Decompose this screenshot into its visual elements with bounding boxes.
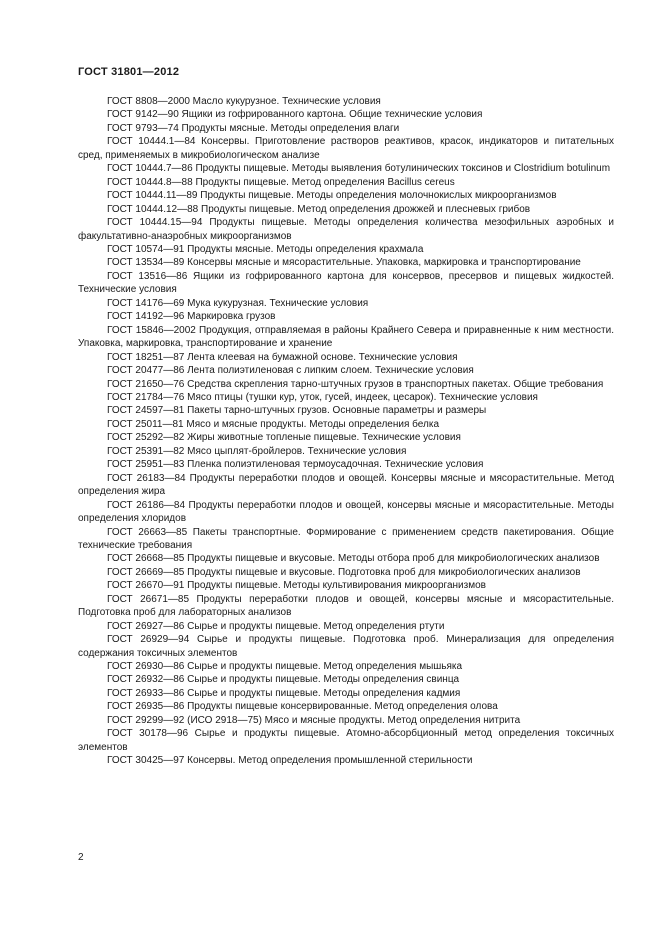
reference-item: ГОСТ 14176—69 Мука кукурузная. Технические условия [107,297,369,309]
reference-item: ГОСТ 29299—92 (ИСО 2918—75) Мясо и мясные продукты. Метод определения нитрита [107,714,521,726]
reference-item: ГОСТ 26663—85 Пакеты транспортные. Формирование с применением средств пакетирования. Общие технические требования [78,526,614,551]
reference-item: ГОСТ 21784—76 Мясо птицы (тушки кур, уток, гусей, индеек, цесарок). Технические условия [107,391,538,403]
reference-item: ГОСТ 20477—86 Лента полиэтиленовая с липким слоем. Технические условия [107,365,474,377]
reference-item: ГОСТ 10444.8—88 Продукты пищевые. Метод определения Bacillus cereus [107,176,455,188]
reference-item: ГОСТ 26668—85 Продукты пищевые и вкусовые. Методы отбора проб для микробиологических анализов [107,553,600,565]
reference-item: ГОСТ 26671—85 Продукты переработки плодов и овощей, консервы мясные и мясорастительные. Подготовка проб для лабораторных анализов [78,593,614,619]
reference-item: ГОСТ 25292—82 Жиры животные топленые пищевые. Технические условия [107,432,461,444]
reference-item: ГОСТ 10444.7—86 Продукты пищевые. Методы выявления ботулинических токсинов и Clostridium botulinum [107,163,611,175]
reference-item: ГОСТ 26186—84 Продукты переработки плодов и овощей, консервы мясные и мясорастительные. Методы определения хлоридов [78,499,614,525]
reference-item: ГОСТ 26670—91 Продукты пищевые. Методы культивирования микроорганизмов [107,580,486,592]
reference-item: ГОСТ 8808—2000 Масло кукурузное. Технические условия [107,96,381,107]
reference-item: ГОСТ 21650—76 Средства скрепления тарно-штучных грузов в транспортных пакетах. Общие требования [107,378,604,390]
reference-item: ГОСТ 26935—86 Продукты пищевые консервированные. Метод определения олова [107,701,498,713]
reference-item: ГОСТ 26183—84 Продукты переработки плодов и овощей. Консервы мясные и мясорастительные. Метод определения жира [78,472,614,498]
normative-references-list [78,95,614,768]
page-header-title: ГОСТ 31801—2012 [78,66,180,78]
reference-item: ГОСТ 26929—94 Сырье и продукты пищевые. Подготовка проб. Минерализация для определения содержания токсичных элементов [78,634,614,659]
reference-item: ГОСТ 14192—96 Маркировка грузов [107,311,276,323]
reference-item: ГОСТ 10444.1—84 Консервы. Приготовление растворов реактивов, красок, индикаторов и питательных сред, применяемых в микробиологическом анализе [78,136,614,161]
reference-item: ГОСТ 15846—2002 Продукция, отправляемая в районы Крайнего Севера и приравненные к ним местности. Упаковка, маркировка, транспортирование и хранение [78,324,614,350]
reference-item: ГОСТ 25011—81 Мясо и мясные продукты. Методы определения белка [107,418,440,430]
reference-item: ГОСТ 26932—86 Сырье и продукты пищевые. Методы определения свинца [107,674,460,686]
reference-item: ГОСТ 10444.11—89 Продукты пищевые. Методы определения молочнокислых микроорганизмов [107,190,557,202]
reference-item: ГОСТ 24597—81 Пакеты тарно-штучных грузов. Основные параметры и размеры [107,405,487,417]
page-number: 2 [78,852,84,863]
reference-item: ГОСТ 9793—74 Продукты мясные. Методы определения влаги [107,122,400,134]
reference-item: ГОСТ 13516—86 Ящики из гофрированного картона для консервов, пресервов и пищевых жидкостей. Технические условия [78,270,614,296]
reference-item: ГОСТ 26669—85 Продукты пищевые и вкусовые. Подготовка проб для микробиологических анализов [107,566,581,578]
reference-item: ГОСТ 25951—83 Пленка полиэтиленовая термоусадочная. Технические условия [107,459,484,471]
reference-item: ГОСТ 10574—91 Продукты мясные. Методы определения крахмала [107,243,424,255]
reference-item: ГОСТ 18251—87 Лента клеевая на бумажной основе. Технические условия [107,351,458,363]
reference-item: ГОСТ 25391—82 Мясо цыплят-бройлеров. Технические условия [107,445,407,457]
reference-item: ГОСТ 30425—97 Консервы. Метод определения промышленной стерильности [107,755,473,767]
reference-item: ГОСТ 10444.15—94 Продукты пищевые. Методы определения количества мезофильных аэробных и факультативно-анаэробных микроорганизмов [78,217,614,242]
reference-item: ГОСТ 30178—96 Сырье и продукты пищевые. Атомно-абсорбционный метод определения токсичных элементов [78,728,614,753]
reference-item: ГОСТ 26933—86 Сырье и продукты пищевые. Методы определения кадмия [107,687,461,699]
reference-item: ГОСТ 26927—86 Сырье и продукты пищевые. Метод определения ртути [107,620,445,632]
reference-item: ГОСТ 13534—89 Консервы мясные и мясорастительные. Упаковка, маркировка и транспортирование [107,257,581,269]
reference-item: ГОСТ 26930—86 Сырье и продукты пищевые. Метод определения мышьяка [107,661,463,673]
reference-item: ГОСТ 9142—90 Ящики из гофрированного картона. Общие технические условия [107,109,483,121]
reference-item: ГОСТ 10444.12—88 Продукты пищевые. Метод определения дрожжей и плесневых грибов [107,203,531,215]
